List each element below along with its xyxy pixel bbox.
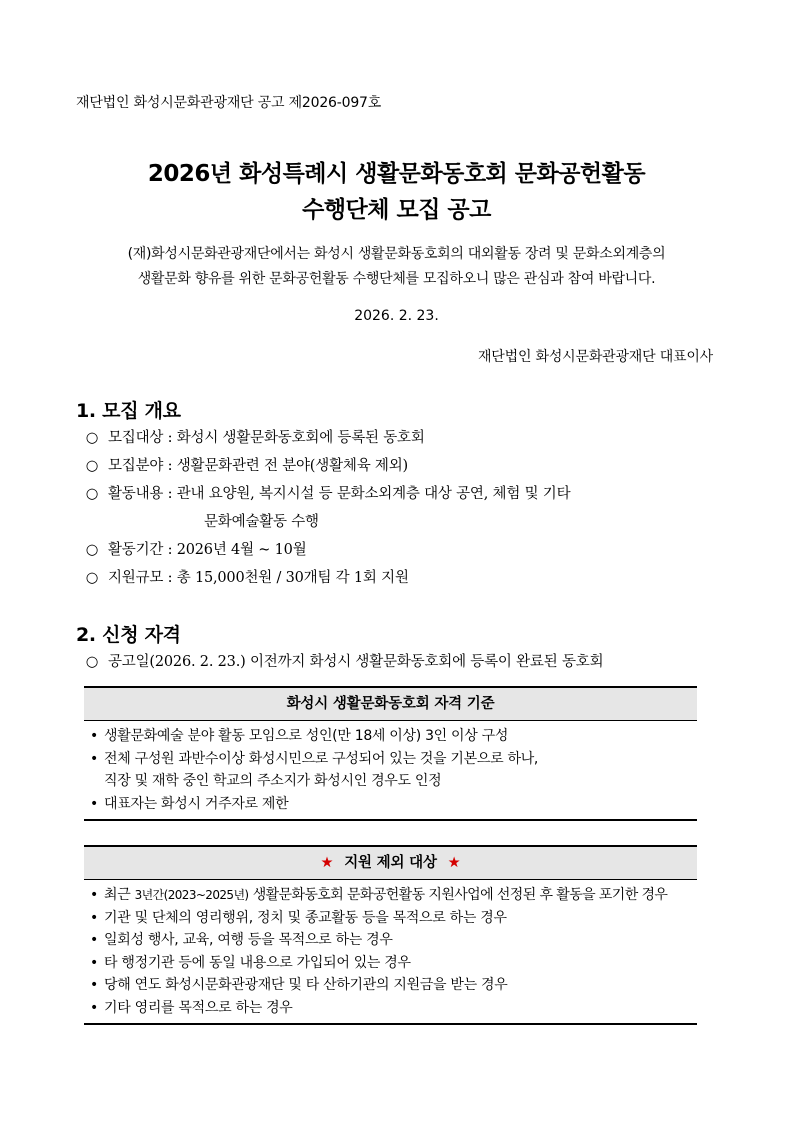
exclusion-line-text: 타 행정기관 등에 동일 내용으로 가입되어 있는 경우 [104,954,411,971]
criteria-line-text: 생활문화예술 분야 활동 모임으로 성인(만 18세 이상) 3인 이상 구성 [104,728,509,744]
notice-date: 2026. 2. 23. [354,308,439,324]
exclusion-period: 3년간(2023~2025년) [134,888,249,902]
star-icon: ★ [447,855,461,871]
circle-bullet-icon: ○ [85,542,99,558]
circle-bullet-icon: ○ [85,458,99,474]
criteria-line [84,725,697,748]
criteria-line-text: 전체 구성원 과반수이상 화성시민으로 구성되어 있는 것을 기본으로 하나, [104,750,539,767]
bullet-dot-icon: • [90,999,98,1016]
overview-item-text: 활동내용 : 관내 요양원, 복지시설 등 문화소외계층 대상 공연, 체험 및 기타 [108,486,571,502]
overview-item [84,566,409,587]
exclusion-line [84,974,697,997]
exclusion-line [84,907,697,930]
bullet-dot-icon: • [90,728,98,744]
title-line-2: 수행단체 모집 공고 [302,197,491,223]
circle-bullet-icon: ○ [85,486,99,502]
eligibility-item [84,650,603,671]
title-line-1: 2026년 화성특례시 생활문화동호회 문화공헌활동 [147,161,646,187]
overview-item-text: 모집분야 : 생활문화관련 전 분야(생활체육 제외) [108,458,408,474]
eligibility-item-text: 공고일(2026. 2. 23.) 이전까지 화성시 생활문화동호회에 등록이 완료된 동호회 [108,654,604,670]
overview-item-text: 활동기간 : 2026년 4월 ~ 10월 [108,542,307,558]
bullet-dot-icon: • [90,750,98,767]
bullet-dot-icon: • [90,795,98,812]
overview-item-text: 모집대상 : 화성시 생활문화동호회에 등록된 동호회 [108,430,425,446]
exclusion-line [84,884,697,907]
exclusion-box [84,845,697,1025]
criteria-line-text: 대표자는 화성시 거주자로 제한 [104,795,289,812]
criteria-box [84,686,697,821]
overview-item-continuation: 문화예술활동 수행 [204,514,319,530]
exclusion-box-body [84,880,697,1025]
exclusion-box-heading [84,845,697,880]
bullet-dot-icon: • [90,909,98,926]
circle-bullet-icon: ○ [85,654,99,670]
exclusion-heading-text: 지원 제외 대상 [344,855,437,871]
intro-line-1: (재)화성시문화관광재단에서는 화성시 생활문화동호회의 대외활동 장려 및 문화소외계층의 [127,246,666,262]
overview-item [84,454,408,475]
bullet-dot-icon: • [90,954,98,971]
overview-item-text: 지원규모 : 총 15,000천원 / 30개팀 각 1회 지원 [108,570,409,586]
issuer: 재단법인 화성시문화관광재단 대표이사 [477,349,713,365]
criteria-line [84,748,697,771]
exclusion-line-text: 기타 영리를 목적으로 하는 경우 [104,999,293,1016]
exclusion-line-text: 일회성 행사, 교육, 여행 등을 목적으로 하는 경우 [104,932,393,948]
criteria-line [84,793,697,816]
exclusion-line [84,929,697,952]
intro-line-2: 생활문화 향유를 위한 문화공헌활동 수행단체를 모집하오니 많은 관심과 참여 바랍니다. [137,271,656,287]
intro-paragraph [60,242,733,292]
exclusion-line [84,997,697,1020]
exclusion-line-text: 생활문화동호회 문화공헌활동 지원사업에 선정된 후 활동을 포기한 경우 [252,887,668,903]
bullet-dot-icon: • [90,977,98,993]
star-icon: ★ [320,855,334,871]
exclusion-line-text: 기관 및 단체의 영리행위, 정치 및 종교활동 등을 목적으로 하는 경우 [104,909,507,926]
notice-number: 재단법인 화성시문화관광재단 공고 제2026-097호 [76,95,382,111]
overview-item [84,426,425,447]
bullet-dot-icon: • [90,932,98,948]
section-2-title: 2. 신청 자격 [76,624,181,646]
criteria-box-body [84,721,697,821]
exclusion-line [84,952,697,975]
overview-item [84,482,570,503]
bullet-dot-icon: • [90,887,98,903]
criteria-line-continuation: 직장 및 재학 중인 학교의 주소지가 화성시인 경우도 인정 [104,773,442,789]
criteria-box-heading: 화성시 생활문화동호회 자격 기준 [84,686,697,721]
circle-bullet-icon: ○ [85,570,99,586]
section-1-title: 1. 모집 개요 [76,400,181,422]
circle-bullet-icon: ○ [85,430,99,446]
exclusion-line-text: 최근 [104,887,131,903]
exclusion-line-text: 당해 연도 화성시문화관광재단 및 타 산하기관의 지원금을 받는 경우 [104,977,508,993]
overview-item [84,538,307,559]
